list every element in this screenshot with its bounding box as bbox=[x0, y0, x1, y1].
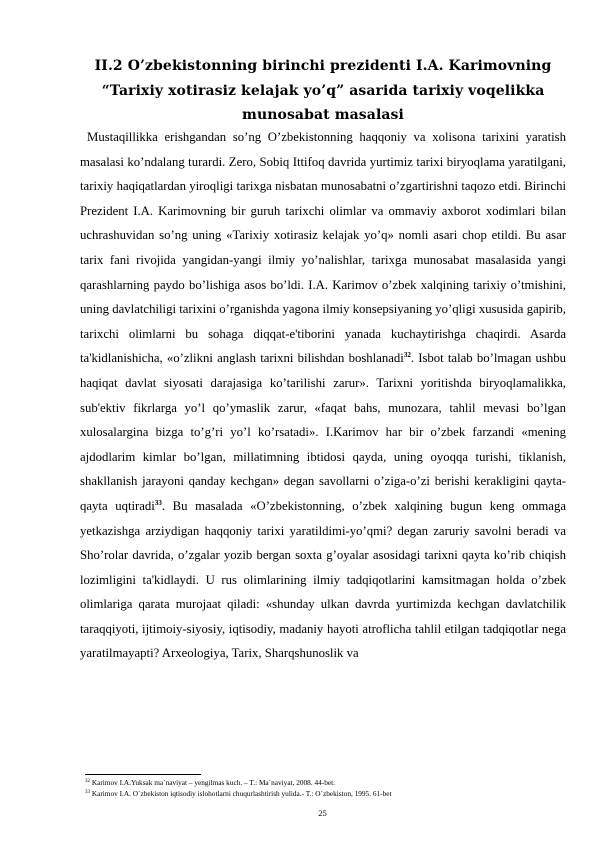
footnotes bbox=[85, 777, 565, 799]
paragraph-part-3: . Bu masalada «O’zbekistonning, o’zbek xalqining bugun keng ommaga yetkazishga arziydigan haqqoniy tarixi yaratildimi-yo’qmi? degan zaruriy savolni beradi va Sho’rolar davrida, o’zgalar yozib bergan soxta g’oyalar asosidagi tarixni qayta ko’rib chiqish lozimligini ta'kidlaydi. U rus olimlarining ilmiy tadqiqotlarini kamsitmagan holda o’zbek olimlariga qarata murojaat qiladi: «shunday ulkan davrda yurtimizda kechgan davlatchilik taraqqiyoti, ijtimoiy-siyosiy, iqtisodiy, madaniy hayoti atroflicha tahlil etilgan tadqiqotlar nega yaratilmayapti? Arxeologiya, Tarix, Sharqshunoslik va bbox=[80, 498, 566, 661]
page-number: 25 bbox=[318, 808, 327, 818]
footnote-33 bbox=[85, 788, 565, 799]
footnote-32 bbox=[85, 777, 565, 788]
footnote-number: 33 bbox=[85, 789, 90, 795]
body-paragraph bbox=[80, 125, 566, 666]
footnote-ref-32: 32 bbox=[403, 351, 411, 360]
section-heading: II.2 O’zbekistonning birinchi prezidenti I.A. Karimovning “Tarixiy xotirasiz kelajak yo’q” asarida tarixiy voqelikka munosabat masalasi bbox=[94, 58, 552, 123]
footnote-ref-33: 33 bbox=[154, 498, 162, 507]
footnote-number: 32 bbox=[85, 779, 90, 784]
paragraph-part-2: . Isbot talab bo’lmagan ushbu haqiqat davlat siyosati darajasiga ko’tarilishi zarur». Tarixni yoritishda biryoqlamalikka, sub'ektiv fikrlarga yo’l qo’ymaslik zarur, «faqat bahs, munozara, tahlil mevasi bo’lgan xulosalargina bizga to’g’ri yo’l ko’rsatadi». I.Karimov har bir o’zbek farzandi «mening ajdodlarim kimlar bo’lgan, millatimning ibtidosi qayda, uning oyoqqa turishi, tiklanish, shakllanish jarayoni qanday kechgan» degan savollarni o’ziga-o’zi berishi kerakligini qayta-qayta uqtiradi bbox=[80, 351, 567, 513]
footnote-separator bbox=[85, 774, 201, 775]
paragraph-text bbox=[80, 125, 566, 666]
footnote-text: Karimov I.A. O`zbekiston iqtisodiy islohotlarni chuqurlashtirish yulida.- T.: O`zbekiston, 1995. 61-bet bbox=[91, 788, 392, 798]
paragraph-part-1: Mustaqillikka erishgandan so’ng O’zbekistonning haqqoniy va xolisona tarixini yaratish masalasi ko’ndalang turardi. Zero, Sobiq Ittifoq davrida yurtimiz tarixi biryoqlama yaratilgani, tarixiy haqiqatlardan yiroqligi tarixga nisbatan munosabatni o’zgartirishni taqozo etdi. Birinchi Prezident I.A. Karimovning bir guruh tarixchi olimlar va ommaviy axborot xodimlari bilan uchrashuvidan so’ng uning «Tarixiy xotirasiz kelajak yo’q» nomli asari chop etildi. Bu asar tarix fani rivojida yangidan-yangi ilmiy yo’nalishlar, tarixga munosabat masalasida yangi qarashlarning paydo bo’lishiga asos bo’ldi. I.A. Karimov o’zbek xalqining tarixiy o’tmishini, uning davlatchiligi tarixini o’rganishda yagona ilmiy konsepsiyaning yo’qligi xususida gapirib, tarixchi olimlarni bu sohaga diqqat-e'tiborini yanada kuchaytirishga chaqirdi. Asarda ta'kidlanishicha, «o’zlikni anglash tarixni bilishdan boshlanadi bbox=[80, 130, 566, 366]
footnote-text: Karimov I.A.Yuksak ma`naviyat – yengilmas kuch. – T.: Ma`naviyat, 2008. 44-bet. bbox=[91, 778, 335, 787]
